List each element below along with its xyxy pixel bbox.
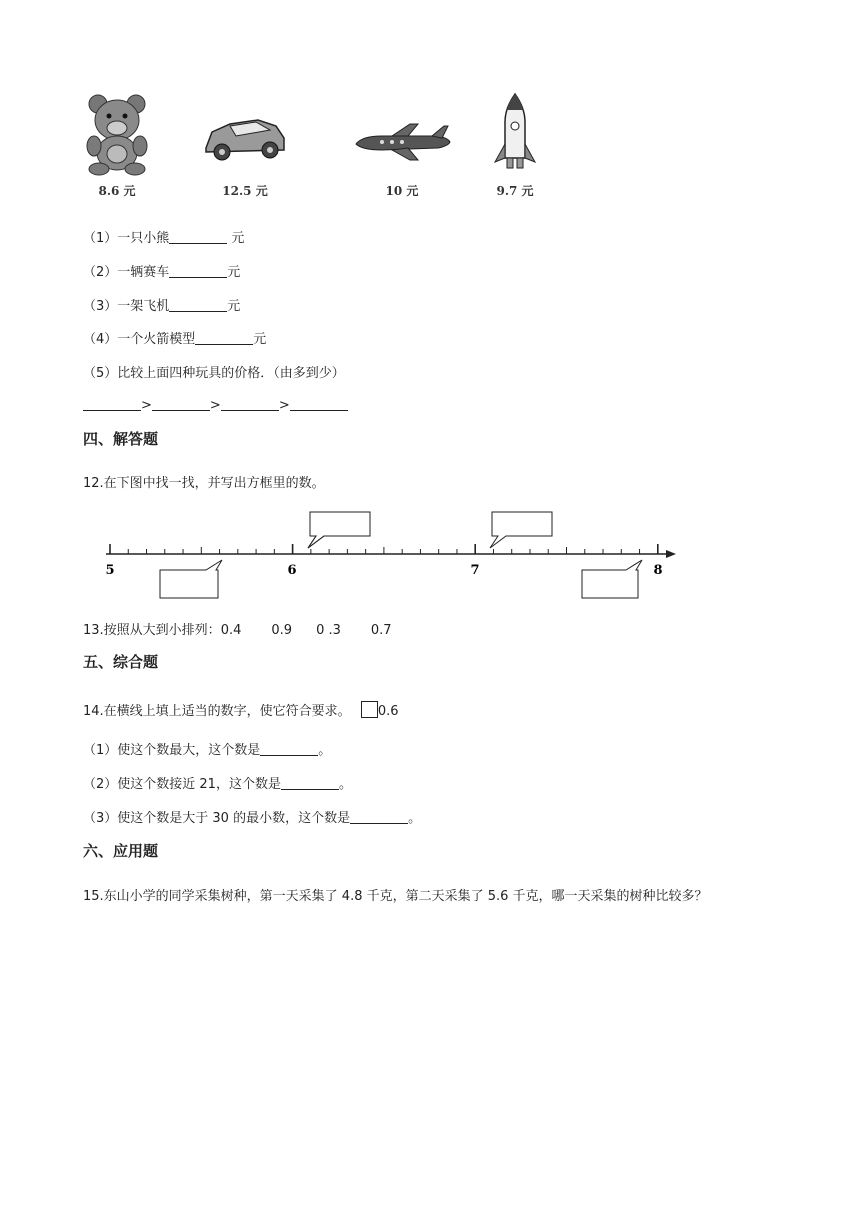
q12-text: 12.在下图中找一找，并写出方框里的数。 <box>83 476 325 491</box>
answer-blank[interactable] <box>221 396 279 411</box>
answer-blank[interactable] <box>83 396 141 411</box>
section-heading-6: 六、应用题 <box>83 842 159 860</box>
q11-compare: （5）比较上面四种玩具的价格．（由多到少） <box>83 366 345 381</box>
toy-car <box>200 92 290 199</box>
q14-text: 14.在横线上填上适当的数字，使它符合要求。 0.6 <box>83 700 399 719</box>
toy-teddy-bear <box>72 92 162 199</box>
q11-item-3: （3）一架飞机 元 <box>83 299 241 314</box>
tick-label-8: 8 <box>653 563 663 578</box>
tick-label-6: 6 <box>287 563 297 578</box>
answer-blank[interactable] <box>152 396 210 411</box>
q11-item-4: （4）一个火箭模型 元 <box>83 332 267 347</box>
answer-blank[interactable] <box>290 396 348 411</box>
digit-box[interactable] <box>361 701 378 718</box>
section-heading-4: 四、解答题 <box>83 430 159 448</box>
teddy-bear-icon <box>82 92 152 176</box>
answer-blank[interactable] <box>350 809 408 824</box>
tick-label-5: 5 <box>105 563 115 578</box>
q11-item-1: （1）一只小熊 元 <box>83 231 245 246</box>
car-icon <box>200 92 290 176</box>
answer-blank[interactable] <box>281 775 339 790</box>
toy-rocket <box>470 92 560 199</box>
q14-item-1: （1）使这个数最大，这个数是 。 <box>83 743 332 758</box>
teddy-bear-price: 8.6 元 <box>98 184 136 198</box>
q14-item-3: （3）使这个数是大于 30 的最小数，这个数是 。 <box>83 811 422 826</box>
rocket-price: 9.7 元 <box>496 184 534 198</box>
q15-text: 15.东山小学的同学采集树种，第一天采集了 4.8 千克，第二天采集了 5.6 千克，哪一天采集的树种比较多？ <box>83 889 708 904</box>
airplane-icon <box>352 92 452 176</box>
callout-box-4 <box>582 560 642 598</box>
answer-blank[interactable] <box>260 741 318 756</box>
callout-box-2 <box>490 512 552 548</box>
q11-compare-blanks: > > > <box>83 396 348 413</box>
q14-item-2: （2）使这个数接近 21，这个数是 。 <box>83 777 352 792</box>
plane-price: 10 元 <box>385 184 419 198</box>
q11-item-2: （2）一辆赛车 元 <box>83 265 241 280</box>
q13-line: 13.按照从大到小排列：0.4 0.9 0 .3 0.7 <box>83 623 392 638</box>
answer-blank[interactable] <box>195 330 253 345</box>
section-heading-5: 五、综合题 <box>83 653 159 671</box>
toy-plane <box>352 92 452 199</box>
car-price: 12.5 元 <box>222 184 268 198</box>
answer-blank[interactable] <box>169 229 227 244</box>
tick-label-7: 7 <box>470 563 480 578</box>
rocket-icon <box>485 92 545 176</box>
callout-box-3 <box>160 560 222 598</box>
answer-blank[interactable] <box>169 263 227 278</box>
number-line <box>96 504 686 604</box>
answer-blank[interactable] <box>169 297 227 312</box>
